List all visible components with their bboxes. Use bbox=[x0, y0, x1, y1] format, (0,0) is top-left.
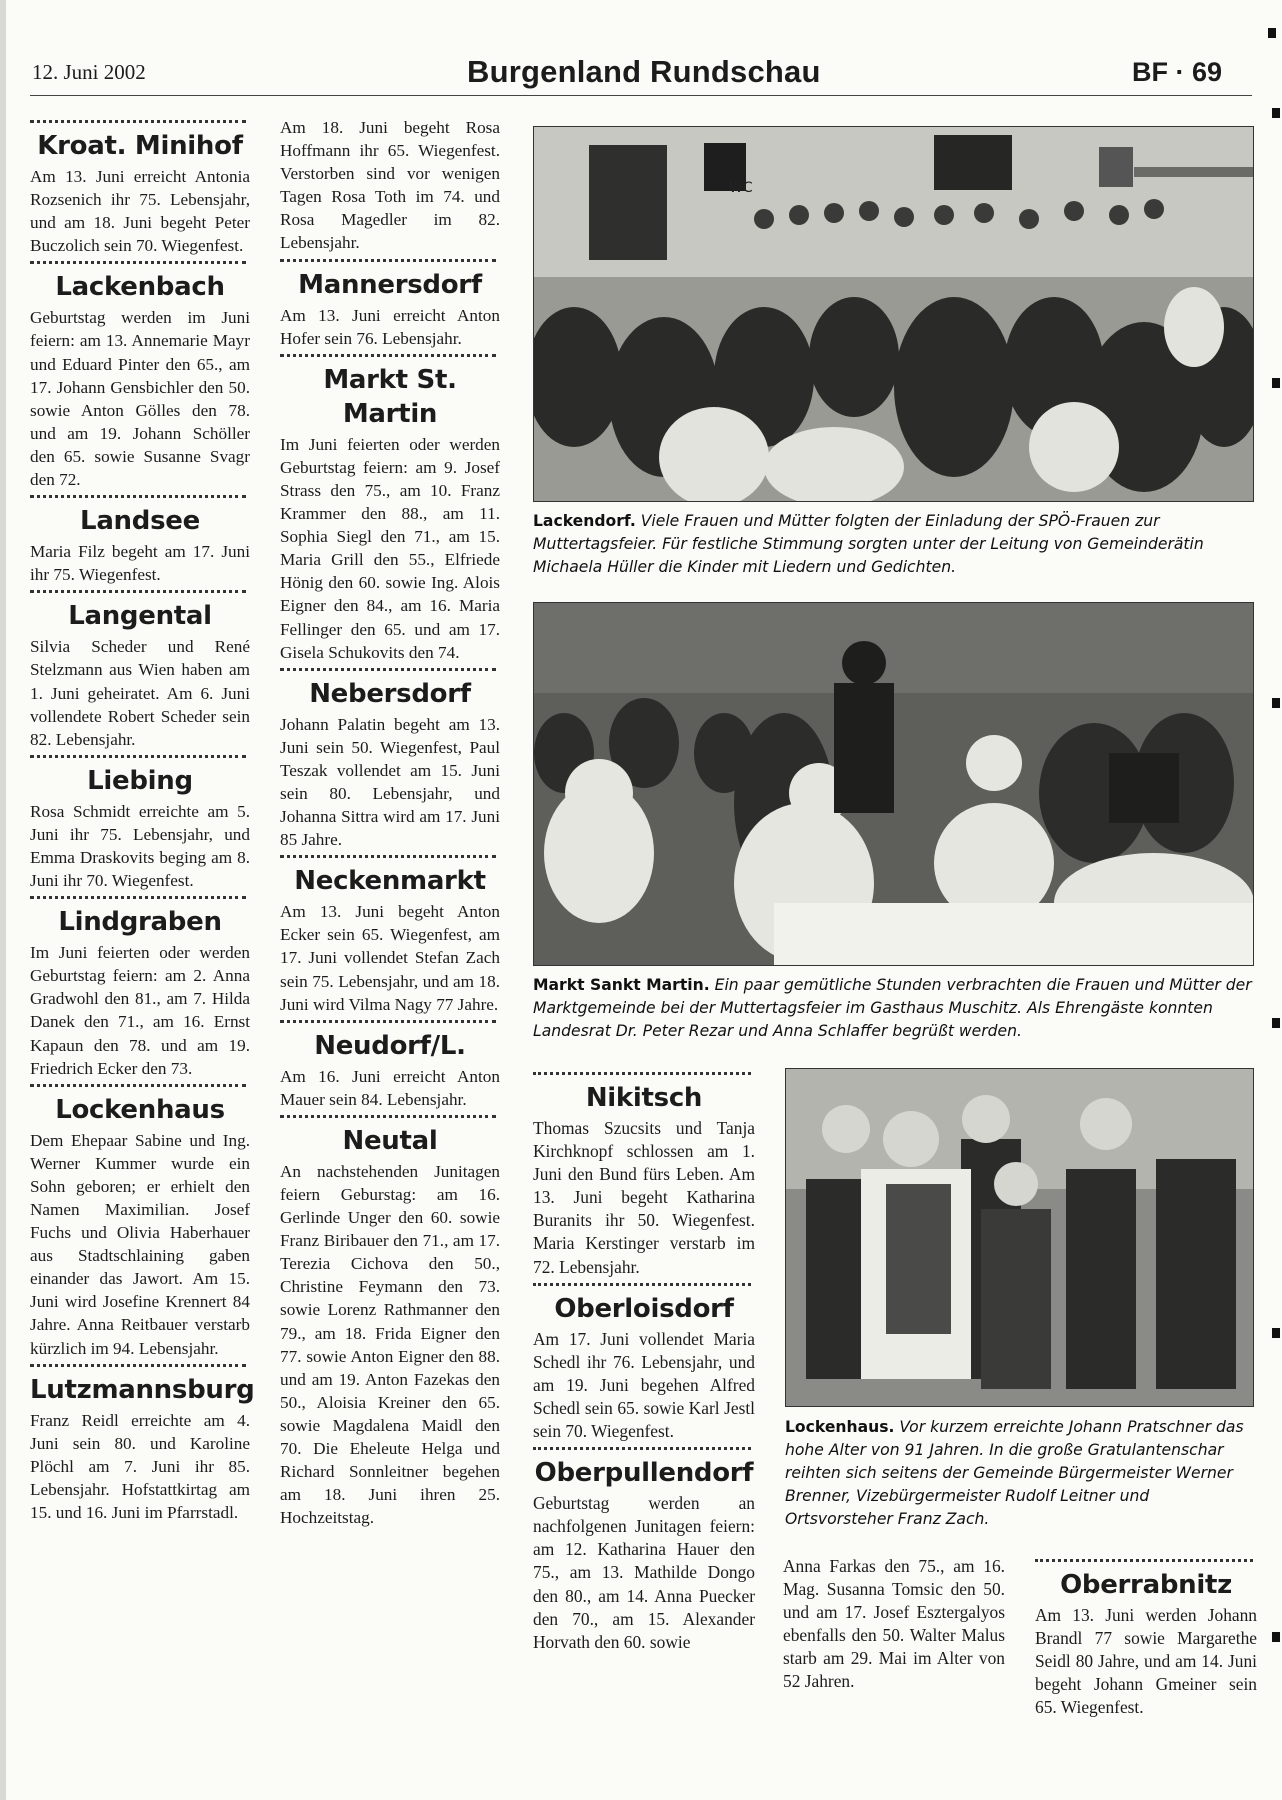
article-langental bbox=[30, 590, 250, 750]
article-heading: Lackenbach bbox=[55, 272, 225, 303]
article-lackenbach bbox=[30, 261, 250, 491]
article-text: Am 16. Juni erreicht Anton Mauer sein 84. Lebensjahr. bbox=[280, 1066, 500, 1109]
dotted-divider bbox=[280, 855, 496, 858]
caption-place: Markt Sankt Martin. bbox=[533, 976, 710, 994]
dotted-divider bbox=[30, 261, 246, 264]
article-text: Am 13. Juni begeht Anton Ecker sein 65. Wiegenfest, am 17. Juni vollendet Stefan Zach sein 75. Lebensjahr, und am 18. Juni wird Vilma Nagy 77 Jahre. bbox=[280, 902, 500, 1014]
page-number: BF · 69 bbox=[1132, 57, 1223, 87]
article-mannersdorf bbox=[280, 259, 500, 350]
scan-mark bbox=[1272, 698, 1280, 708]
article-heading: Markt St. Martin bbox=[323, 364, 457, 429]
article-nikitsch bbox=[533, 1072, 755, 1279]
article-neudorf bbox=[280, 1020, 500, 1111]
article-heading: Neutal bbox=[342, 1125, 438, 1156]
column-4 bbox=[783, 1555, 1005, 1694]
article-heading: Liebing bbox=[87, 765, 193, 796]
dotted-divider bbox=[30, 1364, 246, 1367]
column-1 bbox=[30, 116, 255, 1524]
caption-place: Lackendorf. bbox=[533, 512, 636, 530]
article-liebing bbox=[30, 755, 250, 892]
article-lockenhaus bbox=[30, 1084, 250, 1360]
article-lutzmannsburg bbox=[30, 1364, 255, 1524]
dotted-divider bbox=[30, 495, 246, 498]
dotted-divider bbox=[533, 1072, 751, 1075]
scan-mark bbox=[1272, 108, 1280, 118]
scan-mark bbox=[1272, 1632, 1280, 1642]
header-rule bbox=[30, 95, 1252, 96]
caption-markt-sankt-martin bbox=[533, 974, 1252, 1043]
article-heading: Oberrabnitz bbox=[1060, 1570, 1232, 1600]
article-text: Silvia Scheder und René Stelzmann aus Wien haben am 1. Juni geheiratet. Am 6. Juni vollendete Robert Scheder sein 82. Lebensjahr. bbox=[30, 637, 250, 749]
article-oberpullendorf bbox=[533, 1447, 755, 1654]
article-continuation: Am 18. Juni begeht Rosa Hoffmann ihr 65. Wiegenfest. Verstorben sind vor wenigen Tagen Rosa Toth im 74. und Rosa Magedler im 82. Lebensjahr. bbox=[280, 118, 500, 253]
article-text: Rosa Schmidt erreichte am 5. Juni ihr 75. Lebensjahr, und Emma Draskovits beging am 8. Juni ihr 70. Wiegenfest. bbox=[30, 801, 250, 891]
caption-text: Viele Frauen und Mütter folgten der Einladung der SPÖ-Frauen zur Muttertagsfeier. Für festliche Stimmung sorgten unter der Leitung von Gemeinderätin Michaela Hüller die Kinder mit Liedern und Gedichten. bbox=[533, 512, 1204, 576]
article-text: Am 13. Juni werden Johann Brandl 77 sowie Margarethe Seidl 80 Jahre, und am 14. Juni begeht Johann Gmeiner sein 65. Wiegenfest. bbox=[1035, 1605, 1257, 1718]
caption-text: Ein paar gemütliche Stunden verbrachten die Frauen und Mütter der Marktgemeinde bei der Muttertagsfeier im Gasthaus Muschitz. Als Ehrengäste konnten Landesrat Dr. Peter Rezar und Anna Schlaffer begrüßt werden. bbox=[533, 976, 1252, 1040]
article-lindgraben bbox=[30, 896, 250, 1080]
article-text: Im Juni feierten oder werden Geburtstag feiern: am 2. Anna Gradwohl den 81., am 7. Hilda Danek den 71., am 16. Ernst Kapaun den 78. und am 19. Friedrich Ecker den 73. bbox=[30, 943, 250, 1078]
caption-text: Vor kurzem erreichte Johann Pratschner das hohe Alter von 91 Jahren. In die große Gratulantenschar reihten sich seitens der Gemeinde Bürgermeister Werner Brenner, Vizebürgermeister Rudolf Leitner und Ortsvorsteher Franz Zach. bbox=[785, 1418, 1244, 1528]
article-heading: Lockenhaus bbox=[55, 1094, 225, 1125]
dotted-divider bbox=[1035, 1559, 1253, 1562]
dotted-divider bbox=[280, 354, 496, 357]
dotted-divider bbox=[533, 1447, 751, 1450]
article-neutal bbox=[280, 1115, 500, 1530]
article-continuation: Anna Farkas den 75., am 16. Mag. Susanna Tomsic den 50. und am 17. Josef Esztergalyos ebenfalls den 50. Walter Malus starb am 29. Mai im Alter von 52 Jahren. bbox=[783, 1556, 1005, 1692]
dotted-divider bbox=[280, 668, 496, 671]
article-text: Geburtstag werden im Juni feiern: am 13. Annemarie Mayr und Eduard Pinter den 65., am 17. Johann Gensbichler den 50. sowie Anton Gölles den 78. und am 19. Johann Schöller den 65. sowie Susanne Svagr den 72. bbox=[30, 308, 250, 490]
article-oberloisdorf bbox=[533, 1283, 755, 1443]
article-nebersdorf bbox=[280, 668, 500, 852]
column-2 bbox=[280, 116, 500, 1529]
article-text: Am 17. Juni vollendet Maria Schedl ihr 76. Lebensjahr, und am 19. Juni begehen Alfred Schedl sein 65. sowie Karl Jestl sein 70. Wiegenfest. bbox=[533, 1328, 755, 1442]
wc-sign: WC bbox=[729, 180, 753, 196]
caption-lockenhaus bbox=[785, 1416, 1252, 1531]
article-text: Geburtstag werden an nachfolgenen Junitagen feiern: am 12. Katharina Hauer den 75., am 13. Mathilde Dongo den 80., am 14. Anna Puecker den 70., am 15. Alexander Horvath den 60. sowie bbox=[533, 1493, 755, 1652]
dotted-divider bbox=[30, 120, 246, 123]
scan-mark bbox=[1268, 28, 1276, 38]
article-heading: Langental bbox=[68, 601, 212, 632]
article-heading: Lindgraben bbox=[58, 907, 222, 938]
article-landsee bbox=[30, 495, 250, 586]
scan-mark bbox=[1272, 1328, 1280, 1338]
article-oberrabnitz bbox=[1035, 1559, 1257, 1719]
scan-mark bbox=[1272, 1018, 1280, 1028]
article-heading: Nebersdorf bbox=[309, 678, 471, 709]
article-heading: Oberloisdorf bbox=[554, 1293, 734, 1324]
dotted-divider bbox=[30, 1084, 246, 1087]
article-kroat-minihof bbox=[30, 120, 250, 257]
article-heading: Oberpullendorf bbox=[534, 1458, 754, 1489]
dotted-divider bbox=[280, 1115, 496, 1118]
article-heading: Mannersdorf bbox=[298, 269, 482, 300]
article-text: Thomas Szucsits und Tanja Kirchknopf schlossen am 1. Juni den Bund fürs Leben. Am 13. Juni begeht Katharina Buranits ihr 50. Wiegenfest. Maria Kerstinger verstarb im 72. Lebensjahr. bbox=[533, 1118, 755, 1277]
article-text: An nachstehenden Junitagen feiern Geburstag: am 16. Gerlinde Unger den 60. sowie Franz Biribauer den 71., am 17. Terezia Cichova den 50., Christine Feymann den 73. sowie Lorenz Rathmanner den 79., am 18. Frida Eigner den 77. sowie Anton Eigner den 88. und am 19. Anton Fazekas den 50., Aloisia Kreiner den 65. sowie Magdalena Maidl den 70. Die Eheleute Helga und Richard Sonnleitner begehen am 18. Juni ihren 25. Hochzeitstag. bbox=[280, 1161, 500, 1528]
article-markt-st-martin bbox=[280, 354, 500, 664]
column-3 bbox=[533, 1068, 755, 1654]
scan-mark bbox=[1272, 378, 1280, 388]
dotted-divider bbox=[30, 896, 246, 899]
photo-markt-sankt-martin-feier bbox=[533, 602, 1254, 966]
article-text: Im Juni feierten oder werden Geburtstag feiern: am 9. Josef Strass den 75., am 10. Franz Krammer den 88., am 11. Sophia Siegl den 71., am 15. Maria Grill den 55., Elfriede Hönig den 60. sowie Ing. Alois Eigner den 84., am 16. Maria Fellinger den 65. und am 17. Gisela Schukovits den 74. bbox=[280, 434, 500, 662]
article-heading: Neudorf/L. bbox=[314, 1030, 466, 1061]
article-text: Franz Reidl erreichte am 4. Juni sein 80. und Karoline Plöchl am 7. Juni ihr 85. Lebensjahr. Hofstattkirtag am 15. und 16. Juni im Pfarrstadl. bbox=[30, 1410, 250, 1523]
article-text: Am 13. Juni erreicht Antonia Rozsenich ihr 75. Lebensjahr, und am 18. Juni begeht Peter Buczolich sein 70. Wiegenfest. bbox=[30, 167, 250, 256]
dotted-divider bbox=[30, 590, 246, 593]
article-heading: Lutzmannsburg bbox=[30, 1374, 255, 1405]
photo-lackendorf-muttertagsfeier bbox=[533, 126, 1254, 502]
article-heading: Neckenmarkt bbox=[294, 866, 486, 897]
photo-markt-sankt-martin-image bbox=[534, 603, 1253, 965]
article-text: Am 13. Juni erreicht Anton Hofer sein 76. Lebensjahr. bbox=[280, 305, 500, 348]
photo-lockenhaus-gratulation bbox=[785, 1068, 1254, 1407]
article-text: Maria Filz begeht am 17. Juni ihr 75. Wiegenfest. bbox=[30, 542, 250, 585]
article-text: Dem Ehepaar Sabine und Ing. Werner Kummer wurde ein Sohn geboren; er erhielt den Namen Maximilian. Josef Fuchs und Olivia Haberhauer aus Stadtschlaining gaben einander das Jawort. Am 15. Juni wird Josefine Krennert 84 Jahre. Anna Reitbauer verstarb kürzlich im 94. Lebensjahr. bbox=[30, 1130, 250, 1358]
dotted-divider bbox=[30, 755, 246, 758]
issue-date: 12. Juni 2002 bbox=[32, 60, 146, 84]
caption-place: Lockenhaus. bbox=[785, 1418, 895, 1436]
newspaper-title: Burgenland Rundschau bbox=[467, 54, 821, 89]
article-heading: Kroat. Minihof bbox=[37, 131, 243, 161]
photo-lackendorf-image bbox=[534, 127, 1253, 501]
dotted-divider bbox=[533, 1283, 751, 1286]
article-text: Johann Palatin begeht am 13. Juni sein 50. Wiegenfest, Paul Teszak vollendet am 15. Juni sein 80. Lebensjahr, und Johanna Sittra wird am 17. Juni 85 Jahre. bbox=[280, 714, 500, 850]
article-neckenmarkt bbox=[280, 855, 500, 1015]
caption-lackendorf bbox=[533, 510, 1252, 579]
article-heading: Nikitsch bbox=[585, 1083, 703, 1113]
photo-lockenhaus-image bbox=[786, 1069, 1253, 1406]
column-5 bbox=[1035, 1555, 1257, 1719]
dotted-divider bbox=[280, 259, 496, 262]
article-heading: Landsee bbox=[80, 506, 200, 537]
dotted-divider bbox=[280, 1020, 496, 1023]
page-edge bbox=[0, 0, 6, 1800]
